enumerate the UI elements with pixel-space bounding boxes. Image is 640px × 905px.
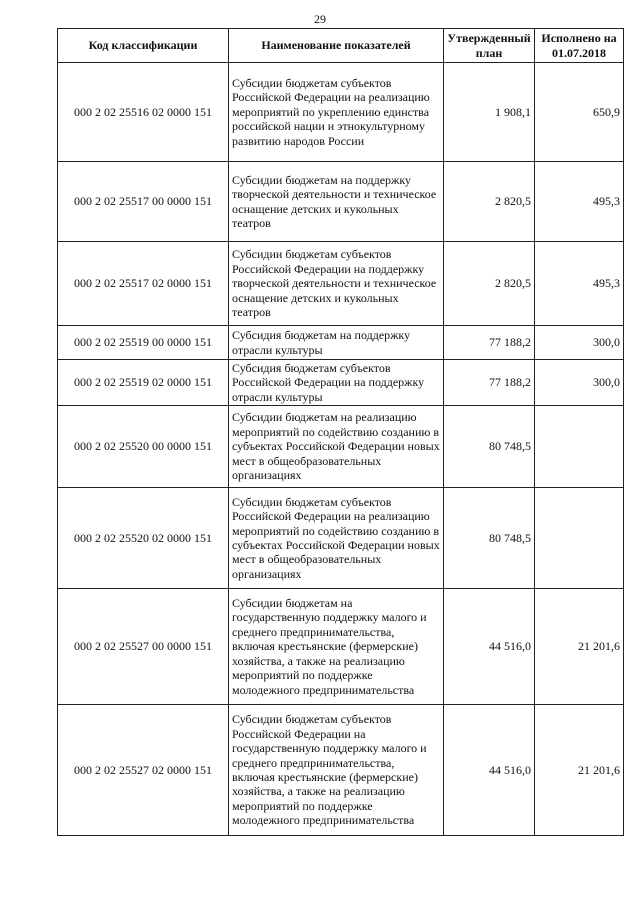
table-row [58, 242, 624, 326]
table-row [58, 63, 624, 162]
cell-code: 000 2 02 25519 00 0000 151 [58, 326, 229, 360]
cell-name: Субсидии бюджетам субъектов Российской Федерации на поддержку творческой деятельности и техническое оснащение детских и кукольных театров [229, 242, 444, 326]
page-number: 29 [314, 12, 326, 26]
table-row [58, 326, 624, 360]
budget-table [57, 28, 624, 836]
cell-name: Субсидии бюджетам на государственную поддержку малого и среднего предпринимательства, включая крестьянские (фермерские) хозяйства, а также на реализацию мероприятий по поддержке молодежного предпринимательства [229, 589, 444, 705]
cell-code: 000 2 02 25516 02 0000 151 [58, 63, 229, 162]
table-row [58, 589, 624, 705]
cell-plan: 2 820,5 [444, 162, 535, 242]
cell-plan: 77 188,2 [444, 326, 535, 360]
table-row [58, 705, 624, 836]
cell-done [535, 488, 624, 589]
cell-plan: 77 188,2 [444, 360, 535, 406]
cell-code: 000 2 02 25517 00 0000 151 [58, 162, 229, 242]
cell-code: 000 2 02 25527 00 0000 151 [58, 589, 229, 705]
table-row [58, 406, 624, 488]
cell-code: 000 2 02 25517 02 0000 151 [58, 242, 229, 326]
cell-name: Субсидии бюджетам субъектов Российской Федерации на реализацию мероприятий по содействию созданию в субъектах Российской Федерации новых мест в общеобразовательных организациях [229, 488, 444, 589]
cell-name: Субсидии бюджетам на поддержку творческой деятельности и техническое оснащение детских и кукольных театров [229, 162, 444, 242]
cell-plan: 1 908,1 [444, 63, 535, 162]
table-header [58, 29, 624, 63]
header-row [58, 29, 624, 63]
header-code: Код классификации [58, 29, 229, 63]
cell-name: Субсидии бюджетам на реализацию мероприятий по содействию созданию в субъектах Российской Федерации новых мест в общеобразовательных организациях [229, 406, 444, 488]
table-body [58, 63, 624, 836]
cell-code: 000 2 02 25520 02 0000 151 [58, 488, 229, 589]
table-row [58, 488, 624, 589]
cell-code: 000 2 02 25520 00 0000 151 [58, 406, 229, 488]
table-row [58, 360, 624, 406]
cell-done: 21 201,6 [535, 705, 624, 836]
cell-plan: 80 748,5 [444, 488, 535, 589]
cell-done: 300,0 [535, 360, 624, 406]
cell-done: 300,0 [535, 326, 624, 360]
cell-code: 000 2 02 25519 02 0000 151 [58, 360, 229, 406]
header-name: Наименование показателей [229, 29, 444, 63]
cell-plan: 44 516,0 [444, 589, 535, 705]
cell-name: Субсидия бюджетам субъектов Российской Федерации на поддержку отрасли культуры [229, 360, 444, 406]
cell-code: 000 2 02 25527 02 0000 151 [58, 705, 229, 836]
table-row [58, 162, 624, 242]
cell-plan: 2 820,5 [444, 242, 535, 326]
cell-done: 495,3 [535, 162, 624, 242]
cell-done: 495,3 [535, 242, 624, 326]
cell-name: Субсидии бюджетам субъектов Российской Федерации на государственную поддержку малого и среднего предпринимательства, включая крестьянские (фермерские) хозяйства, а также на реализацию мероприятий по поддержке молодежного предпринимательства [229, 705, 444, 836]
cell-name: Субсидии бюджетам субъектов Российской Федерации на реализацию мероприятий по укреплению единства российской нации и этнокультурному развитию народов России [229, 63, 444, 162]
cell-done [535, 406, 624, 488]
cell-plan: 44 516,0 [444, 705, 535, 836]
header-plan: Утвержденный план [444, 29, 535, 63]
cell-plan: 80 748,5 [444, 406, 535, 488]
cell-done: 650,9 [535, 63, 624, 162]
cell-name: Субсидия бюджетам на поддержку отрасли культуры [229, 326, 444, 360]
header-done: Исполнено на 01.07.2018 [535, 29, 624, 63]
cell-done: 21 201,6 [535, 589, 624, 705]
